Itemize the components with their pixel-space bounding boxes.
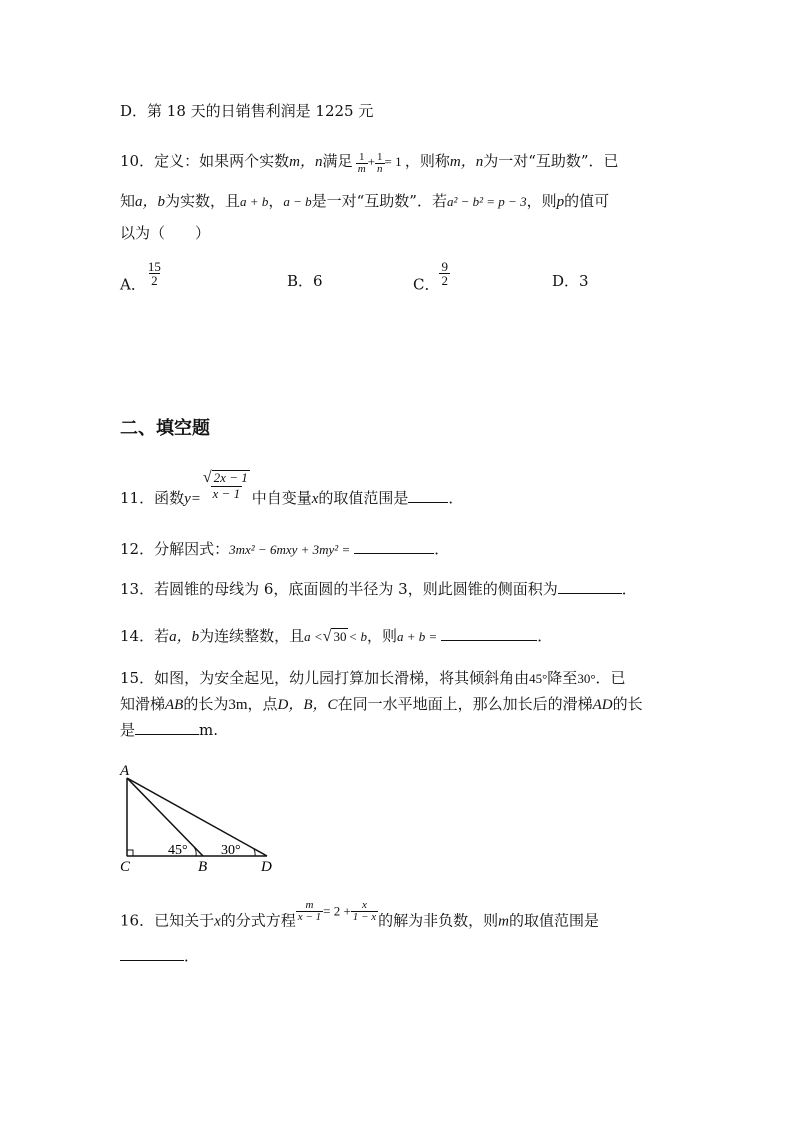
q10-option-c-num: 9 (441, 259, 448, 274)
q14-expr-l: a < (304, 629, 323, 644)
q15-angle2: 30° (577, 671, 596, 686)
q10-option-a-num: 15 (147, 259, 161, 274)
q10-line-3: 以为（ ） (120, 224, 211, 242)
q13-answer-blank[interactable] (558, 579, 622, 594)
q11-y-eq: y= (184, 491, 201, 507)
q14-answer-blank[interactable] (441, 626, 537, 641)
q11-number: 11． (120, 489, 155, 507)
q16-line-2 (120, 945, 199, 966)
q16-text-1: 已知关于 (154, 911, 215, 930)
q16-text-4: 的取值范围是 (508, 911, 599, 930)
q10-text-3: ，则称 (404, 152, 450, 170)
q10-eq-1: = 1 (384, 154, 402, 169)
q10-var-mn2: m，n (449, 154, 484, 170)
q10-condition-formula (352, 150, 404, 175)
q11-fraction: $\frac{√ 2x - 1}{x - 1}$ (202, 469, 248, 501)
q10-option-d: D．3 (552, 272, 589, 290)
q10-line2-d: ，则 (526, 192, 557, 210)
q16-number: 16． (120, 911, 155, 930)
q16-frac2-den: 1 − x (352, 911, 377, 923)
q11-text-1: 函数 (154, 489, 185, 507)
q16-end: ． (184, 947, 200, 965)
q10-line2-c: 是一对“互助数”．若 (311, 192, 447, 210)
q11-text-3: 的取值范围是 (318, 489, 409, 507)
q9-option-d: D．第 18 天的日销售利润是 1225 元 (120, 102, 374, 120)
q10-option-c-den: 2 (441, 273, 448, 288)
q10-comma: ， (268, 192, 284, 210)
q14-expr-r: < b (348, 629, 367, 644)
q15-answer-blank[interactable] (135, 720, 199, 735)
q10-option-c (413, 260, 450, 295)
q10-var-p: p (556, 194, 565, 210)
q15-line2-a: 知滑梯 (120, 695, 166, 713)
q11-answer-blank[interactable] (408, 488, 448, 503)
q14-text-1: 若 (154, 627, 170, 645)
q13 (120, 578, 637, 599)
q15-seg-ab: AB (165, 697, 184, 713)
q10-line2-a: 知 (120, 192, 136, 210)
q16-var-m: m (498, 913, 509, 930)
q14-number: 14． (120, 627, 155, 645)
q15-line-2 (120, 693, 643, 714)
q15-line-1 (120, 667, 626, 688)
q10-option-a-den: 2 (151, 273, 158, 288)
q10-line-1 (120, 150, 619, 175)
section-heading: 二、填空题 (120, 418, 210, 439)
q11-radicand: 2x − 1 (213, 470, 248, 485)
q15-line-3 (120, 719, 218, 740)
q10-expr-amb: a − b (283, 194, 312, 209)
q12-text-1: 分解因式： (154, 540, 230, 558)
q10-line-2 (120, 190, 609, 211)
q11-end: ． (448, 489, 464, 507)
q15-line2-c: ，点 (247, 695, 278, 713)
q10-line2-b: 为实数，且 (165, 192, 241, 210)
q15-line1: 15．如图，为安全起见，幼儿园打算加长滑梯，将其倾斜角由 (120, 669, 530, 687)
label-b: B (198, 859, 208, 875)
q16-frac1-num: m (305, 899, 314, 911)
q11-den: x − 1 (212, 486, 241, 501)
q10-option-b: B．6 (287, 272, 323, 290)
q10-text-2: 满足 (322, 152, 353, 170)
angle-d-label: 30° (221, 843, 241, 858)
q16-text-3: 的解为非负数，则 (378, 911, 499, 930)
q14-end: ． (537, 627, 553, 645)
q12-answer-blank[interactable] (354, 539, 434, 554)
q16-answer-blank[interactable] (120, 946, 184, 961)
label-a: A (120, 763, 130, 779)
q11-text-2: 中自变量 (251, 489, 312, 507)
angle-b-label: 45° (168, 843, 188, 858)
q14-radicand: 30 (333, 629, 347, 644)
slide-triangle-figure (110, 758, 290, 878)
q14-expr-sum: a + b = (397, 629, 438, 644)
label-c: C (120, 859, 131, 875)
q10-plus: + (367, 154, 376, 169)
q10-text-4: 为一对“互助数”．已 (483, 152, 619, 170)
q16-var-x: x (214, 913, 221, 930)
q15-line2-b: 的长为 (183, 695, 229, 713)
q10-var-mn: m，n (289, 154, 323, 170)
right-angle-mark (127, 850, 133, 856)
q12-end: ． (434, 540, 450, 558)
q10-var-ab: a，b (135, 194, 166, 210)
q16-eq: = 2 + (323, 903, 351, 919)
segment-ad (127, 778, 267, 856)
q12-expr: 3mx² − 6mxy + 3my² = (229, 542, 351, 557)
q15-len: 3m (228, 697, 248, 713)
q13-text: 13．若圆锥的母线为 6，底面圆的半径为 3，则此圆锥的侧面积为 (120, 580, 558, 598)
q10-number: 10． (120, 152, 155, 170)
q10-expr-apb: a + b (240, 194, 269, 209)
q15-line1-c: ．已 (595, 669, 626, 687)
q15-pts: D，B，C (277, 697, 338, 713)
q15-line2-e: 的长 (612, 695, 643, 713)
q15-seg-ad: AD (592, 697, 613, 713)
q10-text-1: 定义：如果两个实数 (154, 152, 290, 170)
q15-line3-a: 是 (120, 721, 136, 739)
q14-text-3: ，则 (366, 627, 397, 645)
q14-text-2: 为连续整数，且 (199, 627, 305, 645)
q10-option-a-label: A． (120, 275, 146, 294)
q16-text-2: 的分式方程 (220, 911, 296, 930)
q12 (120, 538, 449, 559)
q10-line2-e: 的值可 (564, 192, 610, 210)
q11 (120, 470, 463, 508)
q10-option-a (120, 260, 163, 295)
q10-option-c-label: C． (413, 275, 440, 294)
q13-end: ． (621, 580, 637, 598)
q10-frac2-den: n (377, 162, 383, 175)
segment-ab (127, 778, 203, 856)
q15-angle1: 45° (529, 671, 548, 686)
q14-var-ab: a，b (169, 629, 200, 645)
q15-line1-b: 降至 (547, 669, 578, 687)
q12-number: 12． (120, 540, 155, 558)
q10-frac2-num: 1 (377, 150, 383, 163)
q10-expr-cond: a² − b² = p − 3 (446, 194, 527, 209)
label-d: D (261, 859, 272, 875)
q16-line-1 (120, 900, 599, 931)
q15-line3-b: m. (199, 721, 219, 739)
q14: 14．若a，b为连续整数，且a <√ 30 < b，则a + b = ． (120, 627, 553, 645)
q10-frac1-den: m (357, 162, 366, 175)
q11-var-x: x (311, 491, 319, 507)
q10-frac1-num: 1 (358, 150, 365, 163)
q16-frac2-num: x (361, 899, 367, 911)
q16-frac1-den: x − 1 (297, 911, 322, 923)
q15-line2-d: 在同一水平地面上，那么加长后的滑梯 (337, 695, 593, 713)
